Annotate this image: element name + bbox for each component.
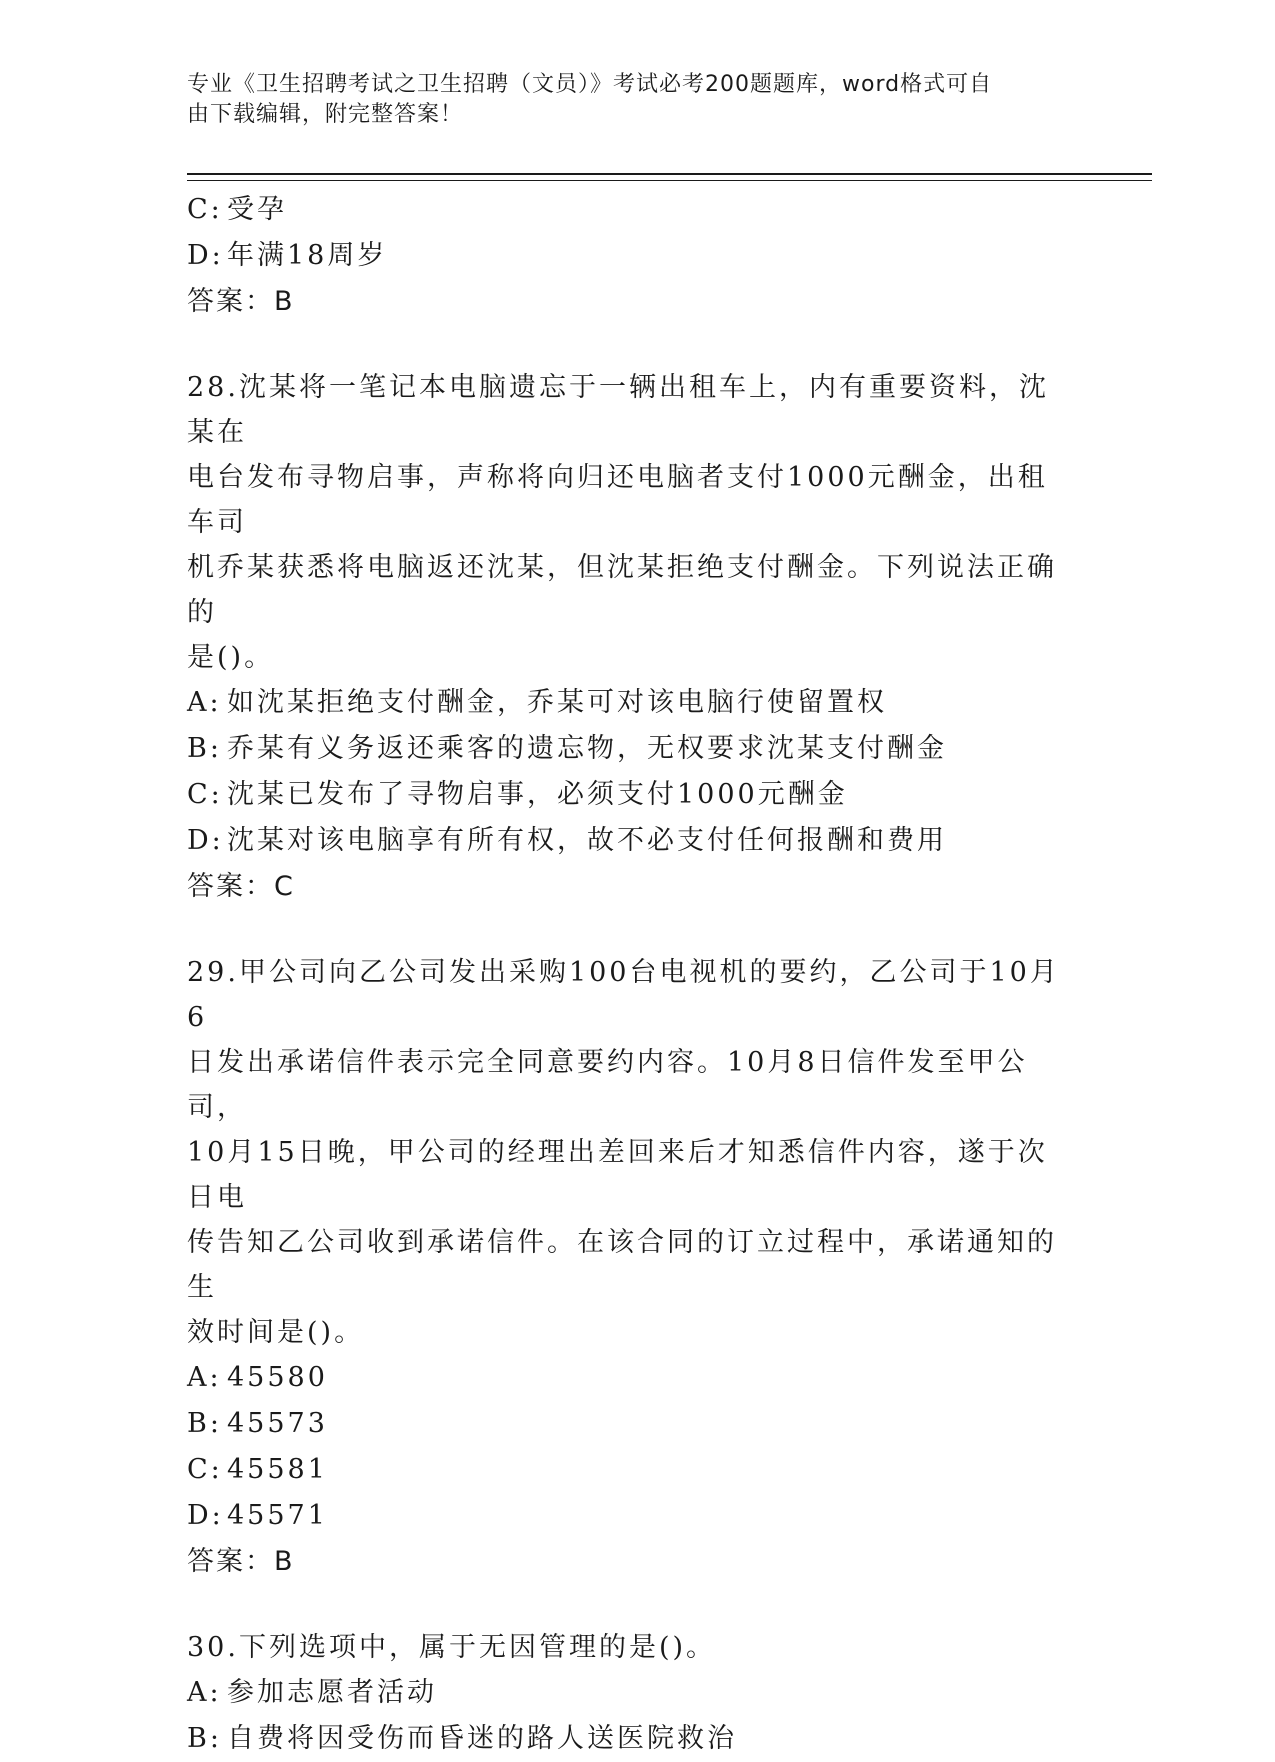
option-text: 参加志愿者活动 [227, 1677, 437, 1708]
option-text: 45573 [227, 1408, 328, 1439]
option-text: 45580 [227, 1362, 328, 1393]
stem-line: 电台发布寻物启事，声称将向归还电脑者支付1000元酬金，出租车司 [187, 462, 1048, 538]
option-text: 受孕 [227, 194, 287, 225]
prev-question [187, 187, 1077, 325]
option-letter: C: [187, 779, 223, 810]
header-divider-thick [187, 173, 1152, 175]
question-29 [187, 950, 1077, 1585]
option-text: 自费将因受伤而昏迷的路人送医院救治 [227, 1723, 737, 1754]
option-d [187, 233, 1077, 279]
option-letter: D: [187, 825, 224, 856]
answer-line: 答案：B [187, 1546, 295, 1577]
question-stem [187, 950, 1077, 1355]
option-letter: C: [187, 194, 223, 225]
stem-line: 29.甲公司向乙公司发出采购100台电视机的要约，乙公司于10月6 [187, 957, 1060, 1033]
stem-line: 30.下列选项中，属于无因管理的是()。 [187, 1632, 717, 1663]
option-letter: B: [187, 1408, 222, 1439]
option-b [187, 1716, 1077, 1762]
option-letter: C: [187, 1454, 223, 1485]
question-30 [187, 1625, 1077, 1762]
option-text: 沈某已发布了寻物启事，必须支付1000元酬金 [227, 779, 848, 810]
option-letter: A: [187, 687, 222, 718]
stem-line: 10月15日晚，甲公司的经理出差回来后才知悉信件内容，遂于次日电 [187, 1137, 1048, 1213]
option-letter: D: [187, 1500, 224, 1531]
document-body [187, 187, 1077, 1762]
option-c [187, 187, 1077, 233]
option-letter: D: [187, 240, 224, 271]
option-a [187, 680, 1077, 726]
option-text: 沈某对该电脑享有所有权，故不必支付任何报酬和费用 [227, 825, 947, 856]
stem-line: 28.沈某将一笔记本电脑遗忘于一辆出租车上，内有重要资料，沈某在 [187, 372, 1049, 448]
option-d [187, 818, 1077, 864]
option-a [187, 1355, 1077, 1401]
option-b [187, 1401, 1077, 1447]
document-header [187, 70, 1067, 130]
stem-line: 效时间是()。 [187, 1317, 365, 1348]
option-text: 年满18周岁 [227, 240, 388, 271]
option-c [187, 1447, 1077, 1493]
option-letter: B: [187, 733, 222, 764]
option-letter: A: [187, 1362, 222, 1393]
header-line-1: 专业《卫生招聘考试之卫生招聘（文员）》考试必考200题题库，word格式可自 [187, 72, 993, 97]
option-b [187, 726, 1077, 772]
option-a [187, 1670, 1077, 1716]
option-c [187, 772, 1077, 818]
option-letter: A: [187, 1677, 222, 1708]
option-text: 45571 [227, 1500, 328, 1531]
answer-line: 答案：C [187, 871, 295, 902]
question-stem [187, 1625, 1077, 1670]
option-letter: B: [187, 1723, 222, 1754]
question-28 [187, 365, 1077, 910]
stem-line: 日发出承诺信件表示完全同意要约内容。10月8日信件发至甲公司， [187, 1047, 1028, 1123]
option-text: 45581 [227, 1454, 328, 1485]
stem-line: 是()。 [187, 642, 275, 673]
question-stem [187, 365, 1077, 680]
stem-line: 机乔某获悉将电脑返还沈某，但沈某拒绝支付酬金。下列说法正确的 [187, 552, 1057, 628]
stem-line: 传告知乙公司收到承诺信件。在该合同的订立过程中，承诺通知的生 [187, 1227, 1057, 1303]
option-text: 如沈某拒绝支付酬金，乔某可对该电脑行使留置权 [227, 687, 887, 718]
option-d [187, 1493, 1077, 1539]
answer-line: 答案：B [187, 286, 295, 317]
header-line-2: 由下载编辑，附完整答案！ [187, 102, 464, 127]
option-text: 乔某有义务返还乘客的遗忘物，无权要求沈某支付酬金 [227, 733, 947, 764]
header-divider-thin [187, 180, 1152, 181]
